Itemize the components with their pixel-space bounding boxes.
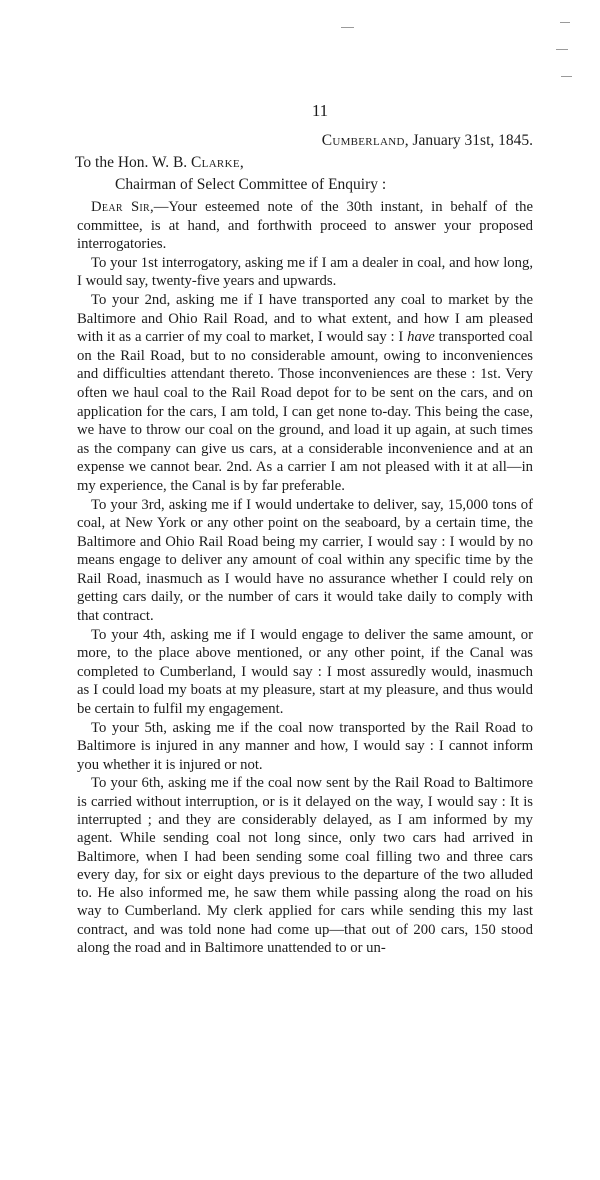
paragraph-2 — [77, 254, 533, 291]
paragraph-5-text: To your 4th, asking me if I would engage to deliver the same amount, or more, to the place above mentioned, or any other point, if the Canal was completed to Cumberland, I would say : I most assuredly would, inasmuch as I could load my boats at my pleasure, start at my pleasure, and thus would be certain to fulfil my engagement. — [77, 626, 533, 718]
paragraph-1 — [77, 198, 533, 254]
addressee-prefix: To the Hon. W. B. — [75, 154, 192, 171]
paragraph-5 — [77, 626, 533, 719]
paragraph-2-text: To your 1st interrogatory, asking me if I am a dealer in coal, and how long, I would say, twenty-five years and upwards. — [77, 254, 533, 290]
addressee-suffix: , — [239, 154, 244, 171]
edge-mark-right-upper — [560, 22, 570, 23]
edge-mark-top — [341, 27, 354, 28]
addressee-surname: Clarke — [191, 154, 240, 171]
paragraph-3-text-b: transported coal on the Rail Road, but to no considerable amount, owing to inconveniences and difficulties attendant thereto. Those inconveniences are these : 1st. Very often we haul coal to the Rail Road depot for to be sent on the cars, and on application for the cars, I am told, I can get none to-day. This being the case, we have to throw our coal on the ground, and load it up again, at such times as the company can give us cars, at a considerable inconvenience and at an expense we cannot bear. 2nd. As a carrier I am not pleased with it at all—in my experience, the Canal is by far preferable. — [77, 329, 533, 494]
addressee-title: Chairman of Select Committee of Enquiry : — [115, 176, 387, 193]
paragraph-3-text-a: To your 2nd, asking me if I have transported any coal to market by the Baltimore and Ohio Rail Road, and to what extent, and how I am pleased with it as a carrier of my coal to market, I would say : I — [77, 291, 533, 346]
paragraph-6-text: To your 5th, asking me if the coal now transported by the Rail Road to Baltimore is injured in any manner and how, I would say : I cannot inform you whether it is injured or not. — [77, 719, 533, 773]
salutation-lead: Dear Sir — [91, 199, 151, 215]
paragraph-3 — [77, 291, 533, 496]
paragraph-6 — [77, 719, 533, 775]
page-number: 11 — [311, 101, 329, 120]
document-page — [77, 100, 533, 957]
paragraph-7 — [77, 774, 533, 957]
addressee — [75, 152, 533, 174]
dateline-place: Cumberland — [321, 132, 405, 149]
dateline-date: , January 31st, 1845. — [404, 132, 533, 149]
edge-mark-right-lower — [561, 76, 572, 77]
paragraph-4-text: To your 3rd, asking me if I would undertake to deliver, say, 15,000 tons of coal, at New York or any other point on the seaboard, by a certain time, the Baltimore and Ohio Rail Road being my carrier, I would say : I would by no means engage to deliver any amount of coal within any specific time by the Rail Road, inasmuch as I would have no assurance whether I could rely on getting cars daily, or the number of cars it would take daily to comply with that contract. — [77, 496, 533, 625]
paragraph-1-text: ,—Your esteemed note of the 30th instant, in behalf of the committee, is at hand, and forthwith proceed to answer your proposed interrogatories. — [77, 199, 533, 253]
paragraph-4 — [77, 496, 533, 626]
dateline — [77, 130, 533, 152]
paragraph-7-text: To your 6th, asking me if the coal now sent by the Rail Road to Baltimore is carried without interruption, or is it delayed on the way, I would say : It is interrupted ; and they are considerably delayed, as I am informed by my agent. While sending coal not long since, only two cars had arrived in Baltimore, when I had been sending some coal filling two and three cars every day, for six or eight days previous to the departure of the two alluded to. He also informed me, he saw them while passing along the road on his way to Cumberland. My clerk applied for cars while sending this my last contract, and was told none had come up—that out of 200 cars, 150 stood along the road and in Baltimore unattended to or un- — [77, 775, 533, 957]
edge-mark-right-middle — [556, 49, 568, 50]
paragraph-3-emphasis: have — [407, 329, 435, 346]
